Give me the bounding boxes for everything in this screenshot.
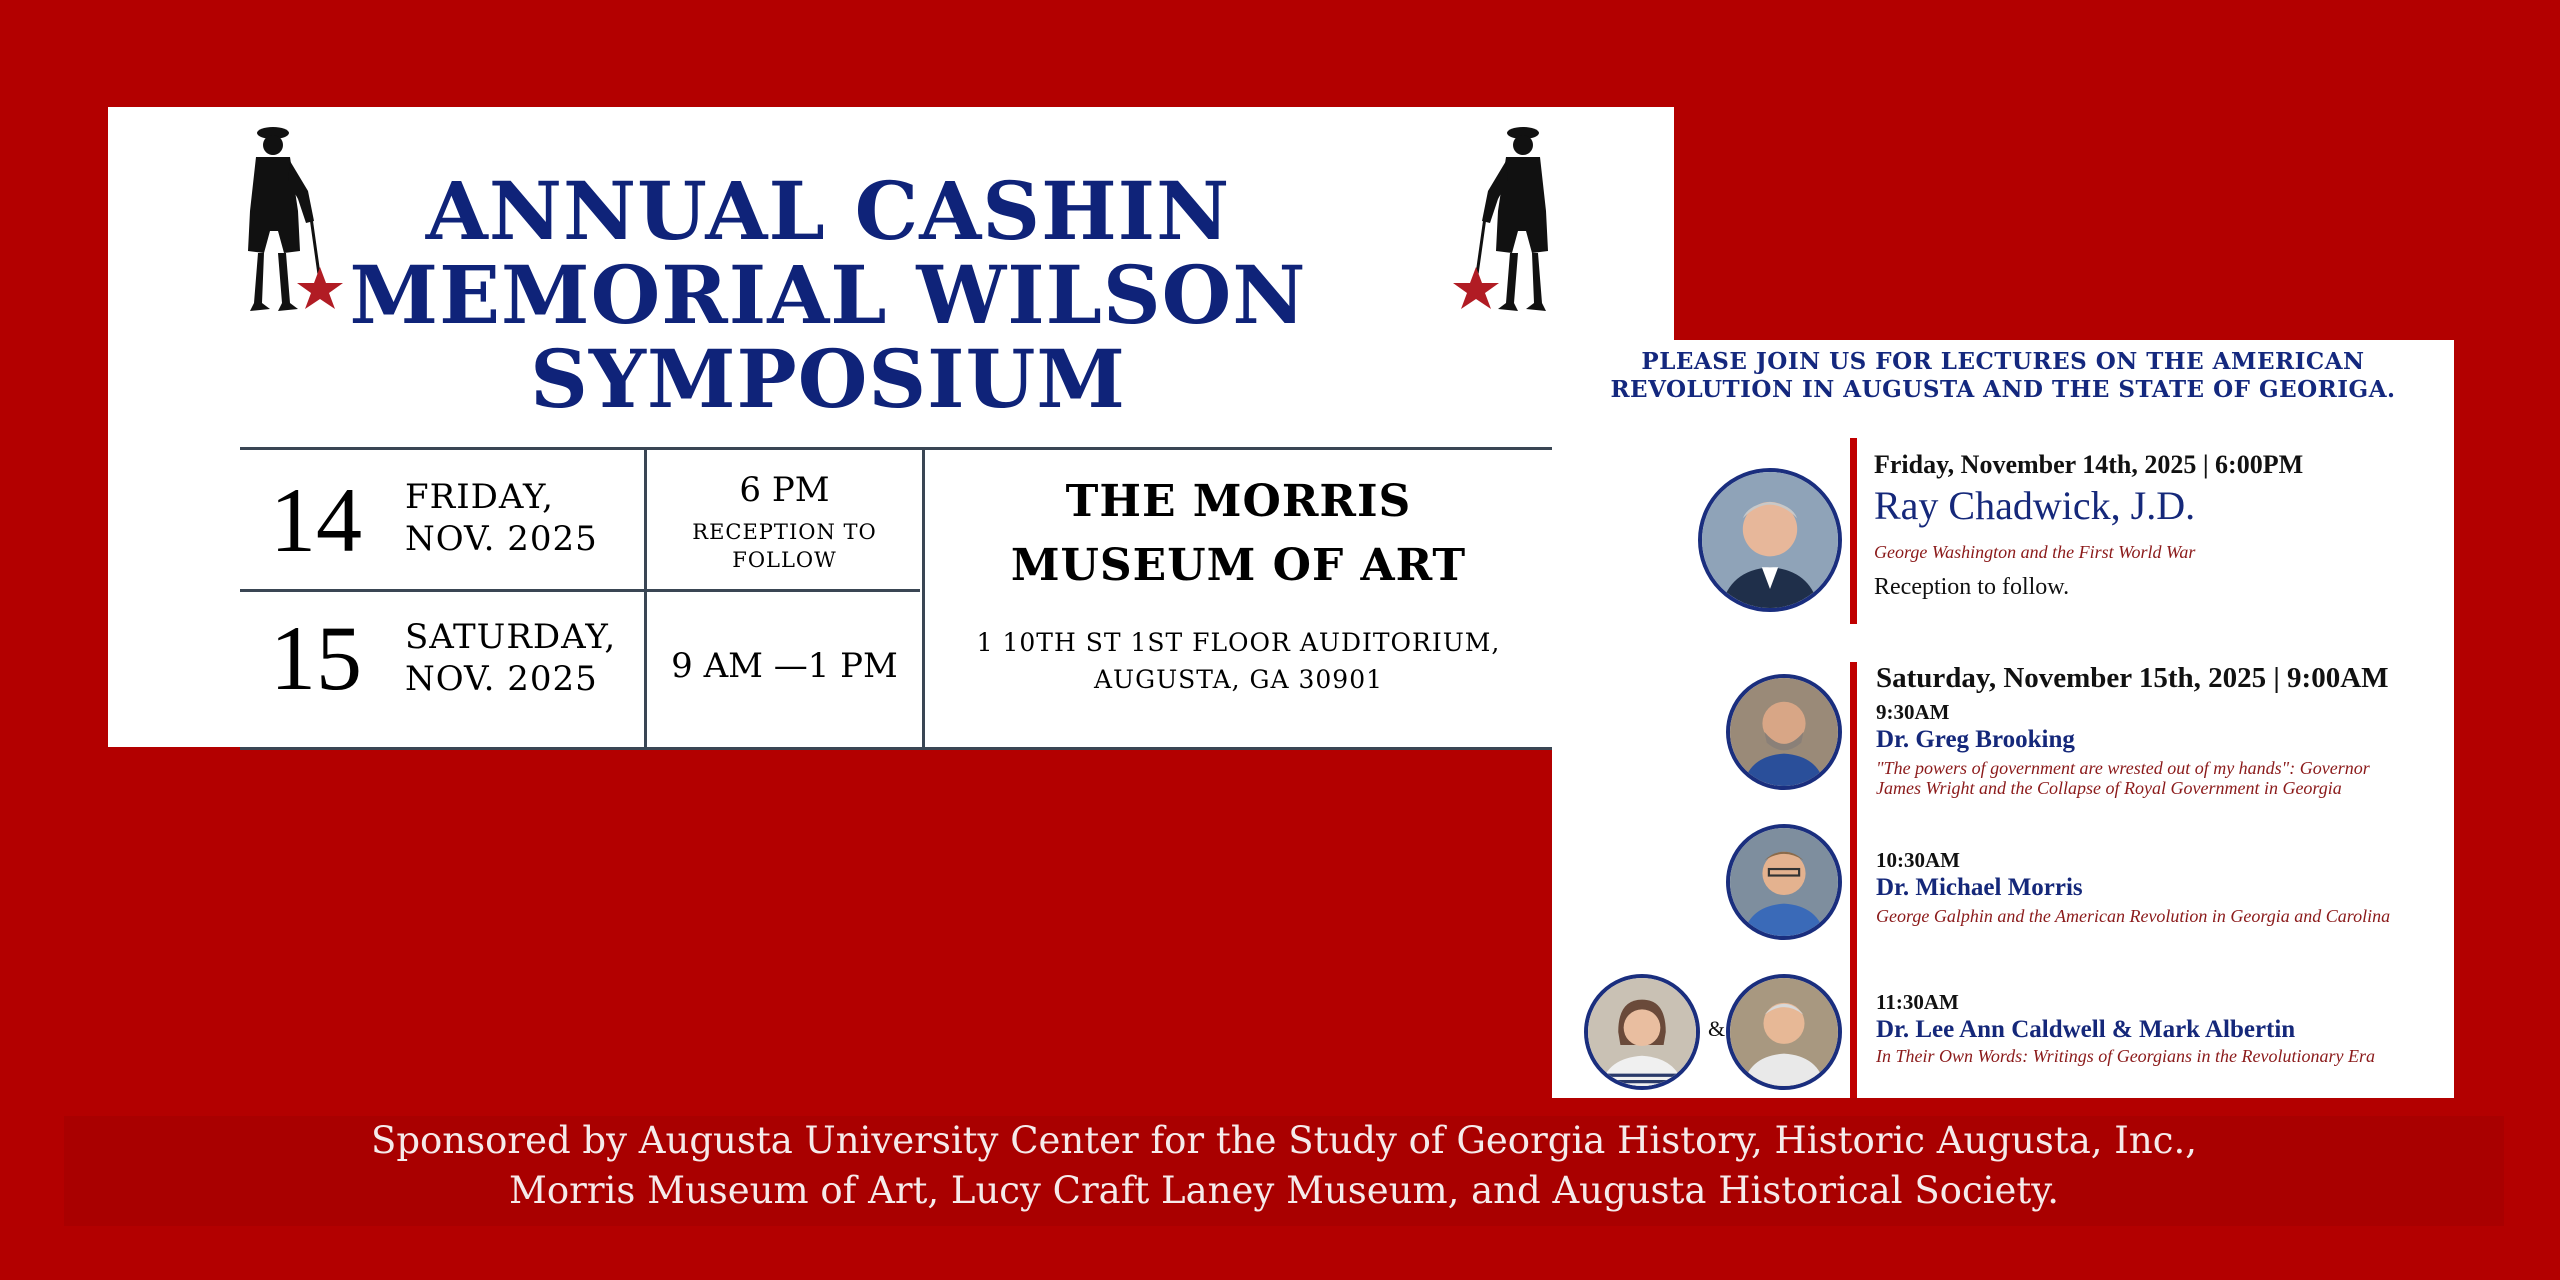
- talk-title: James Wright and the Collapse of Royal Government in Georgia: [1876, 778, 2342, 798]
- speaker-photo: [1726, 824, 1842, 940]
- event-date: Saturday, November 15th, 2025 | 9:00AM: [1876, 662, 2389, 694]
- speaker-name: Dr. Lee Ann Caldwell & Mark Albertin: [1876, 1016, 2296, 1043]
- speaker-name: Dr. Greg Brooking: [1876, 726, 2075, 753]
- speaker-name: Dr. Michael Morris: [1876, 874, 2083, 901]
- invite-line: REVOLUTION IN AUGUSTA AND THE STATE OF GEORIGA.: [1610, 376, 2396, 403]
- event-header-card: [108, 107, 1674, 747]
- speaker-photo: [1726, 674, 1842, 790]
- speaker-photo: [1698, 468, 1842, 612]
- speaker-name: Ray Chadwick, J.D.: [1874, 483, 2196, 528]
- speaker-photo: [1584, 974, 1700, 1090]
- title-line: ANNUAL CASHIN: [425, 164, 1231, 258]
- divider: [240, 589, 920, 592]
- title-line: MEMORIAL WILSON: [349, 248, 1307, 342]
- venue-name: THE MORRIS: [1065, 476, 1412, 527]
- event-date: Friday, November 14th, 2025 | 6:00PM: [1874, 450, 2304, 479]
- venue-name: MUSEUM OF ART: [1010, 540, 1467, 591]
- schedule-table: [240, 447, 1552, 750]
- invite-line: PLEASE JOIN US FOR LECTURES ON THE AMERICAN: [1641, 348, 2365, 375]
- venue-address: 1 10TH ST 1ST FLOOR AUDITORIUM,: [976, 628, 1501, 657]
- time-note: FOLLOW: [732, 548, 837, 572]
- month-year: NOV. 2025: [405, 659, 598, 699]
- colonial-soldier-icon: [1438, 121, 1568, 321]
- speaker-photo: [1726, 974, 1842, 1090]
- sponsor-text: [64, 1116, 2504, 1216]
- event-time: 6 PM: [739, 470, 830, 510]
- invite-text: [1552, 348, 2454, 404]
- lecture-schedule-card: [1552, 340, 2454, 1098]
- talk-title: George Washington and the First World War: [1874, 542, 2196, 562]
- talk-time: 10:30AM: [1876, 848, 1960, 872]
- accent-bar: [1850, 438, 1857, 624]
- day-number: 14: [270, 469, 362, 571]
- event-title: [318, 164, 1338, 426]
- day-name: SATURDAY,: [405, 617, 617, 657]
- ampersand: &: [1708, 1016, 1726, 1041]
- reception-note: Reception to follow.: [1874, 574, 2070, 600]
- day-name: FRIDAY,: [405, 477, 554, 517]
- day-number: 15: [270, 607, 362, 709]
- talk-title: George Galphin and the American Revolution in Georgia and Carolina: [1876, 906, 2391, 926]
- talk-time: 11:30AM: [1876, 990, 1959, 1014]
- talk-title: "The powers of government are wrested out of my hands": Governor: [1876, 758, 2370, 778]
- event-time: 9 AM —1 PM: [671, 646, 898, 686]
- accent-bar: [1850, 662, 1857, 1098]
- month-year: NOV. 2025: [405, 519, 598, 559]
- talk-title: In Their Own Words: Writings of Georgians in the Revolutionary Era: [1876, 1046, 2375, 1066]
- venue-address: AUGUSTA, GA 30901: [1093, 665, 1384, 694]
- title-line: SYMPOSIUM: [530, 332, 1126, 426]
- sponsor-line: Morris Museum of Art, Lucy Craft Laney Museum, and Augusta Historical Society.: [508, 1169, 2060, 1212]
- sponsor-line: Sponsored by Augusta University Center for the Study of Georgia History, Historic Augusta, Inc.,: [371, 1119, 2197, 1162]
- talk-time: 9:30AM: [1876, 700, 1950, 724]
- time-note: RECEPTION TO: [692, 520, 877, 544]
